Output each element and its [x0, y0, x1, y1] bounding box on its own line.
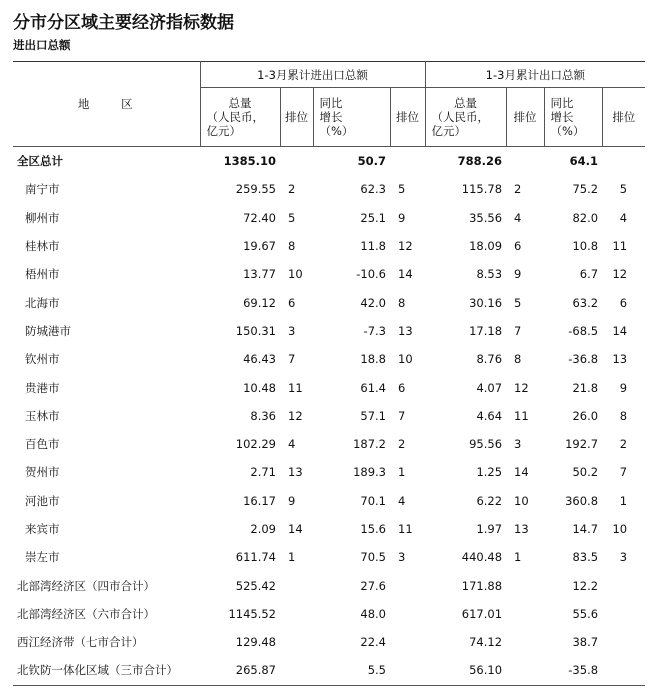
- ex-yoy-rank: 10: [612, 522, 628, 536]
- ex-total-rank: [506, 600, 544, 628]
- ex-total-value: 440.48: [461, 550, 503, 565]
- table-row: [13, 600, 645, 628]
- ex-yoy-rank: [602, 656, 645, 685]
- ex-yoy-value: 10.8: [572, 239, 599, 254]
- ex-total-value: 74.12: [469, 635, 503, 650]
- ex-yoy-rank: [602, 600, 645, 628]
- ex-total-value: 8.53: [476, 267, 503, 282]
- ex-yoy-rank: 14: [612, 323, 628, 338]
- table-row: [13, 458, 645, 486]
- ie-yoy-value: 15.6: [360, 522, 386, 536]
- table-row: [13, 175, 645, 203]
- region-header: 地 区: [13, 62, 200, 147]
- ex-yoy-rank: [602, 147, 645, 176]
- ie-total-value: 1385.10: [200, 147, 280, 176]
- region-name: 百色市: [25, 437, 60, 452]
- ex-yoy-value: 75.2: [572, 182, 599, 197]
- ie-total-rank: [280, 147, 313, 176]
- economic-indicators-table: [13, 61, 645, 686]
- ie-yoy-rank: 4: [398, 493, 406, 508]
- ie-total-value: 46.43: [243, 352, 276, 367]
- ex-total-rank: 10: [514, 493, 529, 508]
- table-row: [13, 288, 645, 316]
- ex-total-rank: 12: [514, 380, 529, 395]
- ex-total-value: 30.16: [469, 295, 503, 310]
- ex-yoy-rank: 12: [612, 267, 628, 282]
- region-name: 来宾市: [25, 522, 60, 536]
- region-name: 贵港市: [25, 380, 60, 395]
- ex-total-value: 35.56: [469, 210, 503, 225]
- ie-total-rank: [280, 600, 313, 628]
- region-name: 北海市: [25, 295, 60, 310]
- ie-total-rank: 12: [288, 408, 303, 423]
- ie-yoy-rank: 7: [398, 408, 406, 423]
- ie-total-value: 259.55: [235, 182, 276, 197]
- table-row: [13, 402, 645, 430]
- ex-yoy-rank: 3: [619, 550, 628, 565]
- ex-total-rank: 13: [514, 522, 529, 536]
- ie-total-rank: [280, 628, 313, 656]
- ie-yoy-value: 5.5: [313, 656, 390, 685]
- ie-yoy-value: 50.7: [313, 147, 390, 176]
- ex-total-rank: 7: [514, 323, 522, 338]
- ex-total-value: 17.18: [469, 323, 503, 338]
- ie-yoy-value: 70.1: [360, 493, 386, 508]
- region-name: 桂林市: [25, 239, 60, 254]
- region-name: 西江经济带（七市合计）: [17, 635, 144, 650]
- ie-total-value: 13.77: [243, 267, 276, 282]
- ie-yoy-value: 62.3: [360, 182, 386, 197]
- table-row: [13, 656, 645, 685]
- ie-yoy-value: 27.6: [360, 578, 386, 593]
- table-row: [13, 571, 645, 599]
- ie-total-rank: 8: [288, 239, 296, 254]
- ie-total-rank: 7: [288, 352, 296, 367]
- ie-yoy-rank: 1: [398, 465, 406, 480]
- ex-yoy-rank: 5: [619, 182, 628, 197]
- ie-yoy-value: 11.8: [360, 239, 386, 254]
- ie-total-rank: 6: [288, 295, 296, 310]
- ex-total-value: 788.26: [425, 147, 506, 176]
- ex-yoy-value: 192.7: [565, 437, 599, 452]
- ex-total-value: 8.76: [476, 352, 503, 367]
- ie-total-rank: 4: [288, 437, 296, 452]
- export-group-header: 1-3月累计出口总额: [425, 62, 645, 88]
- region-name: 河池市: [25, 493, 60, 508]
- table-row: [13, 515, 645, 543]
- ie-total-rank: 13: [288, 465, 303, 480]
- ex-yoy-value: -35.8: [544, 656, 602, 685]
- ex-total-value: 4.64: [476, 408, 503, 423]
- ie-total-rank: 3: [288, 323, 296, 338]
- ie-yoy-rank: [390, 600, 425, 628]
- ie-total-value: 102.29: [235, 437, 276, 452]
- region-name: 全区总计: [13, 147, 200, 176]
- ex-yoy-rank: 1: [619, 493, 628, 508]
- region-name: 北部湾经济区（六市合计）: [17, 606, 155, 621]
- ie-total-value: 150.31: [235, 323, 276, 338]
- ie-total-value: 265.87: [200, 656, 280, 685]
- ex-yoy-rank: 2: [619, 437, 628, 452]
- ex-total-value: 95.56: [469, 437, 503, 452]
- ex-yoy-value: 82.0: [572, 210, 599, 225]
- ie-yoy-value: 18.8: [360, 352, 386, 367]
- ie-total-value: 72.40: [243, 210, 276, 225]
- ex-total-value: 4.07: [476, 380, 503, 395]
- ie-yoy-rank: 14: [398, 267, 413, 282]
- ie-yoy-rank: [390, 571, 425, 599]
- ex-yoy-rank: 13: [612, 352, 628, 367]
- ie-yoy-value: 48.0: [360, 606, 386, 621]
- ie-total-rank: 11: [288, 380, 303, 395]
- region-name: 柳州市: [25, 210, 60, 225]
- ex-yoy-header: 同比 增长 （%）: [544, 88, 602, 147]
- ie-yoy-value: 189.3: [353, 465, 386, 480]
- ie-yoy-rank: 10: [398, 352, 413, 367]
- table-row: [13, 430, 645, 458]
- ie-total-rank: 9: [288, 493, 296, 508]
- ex-total-rank: 14: [514, 465, 529, 480]
- ie-total-rank: 14: [288, 522, 303, 536]
- ex-total-rank: 5: [514, 295, 522, 310]
- ie-total-value: 19.67: [243, 239, 276, 254]
- ex-total-value: 115.78: [461, 182, 503, 197]
- ie-total-value: 525.42: [235, 578, 276, 593]
- table-subtitle: 进出口总额: [13, 38, 71, 52]
- ex-yoy-rank: 6: [619, 295, 628, 310]
- ie-yoy-rank-header: 排位: [390, 88, 425, 147]
- table-row: [13, 487, 645, 515]
- ex-yoy-value: 50.2: [572, 465, 599, 480]
- ex-yoy-rank: [602, 571, 645, 599]
- ie-yoy-rank: 13: [398, 323, 413, 338]
- ie-yoy-value: -7.3: [363, 323, 386, 338]
- ie-total-value: 2.09: [250, 522, 276, 536]
- ie-total-value: 1145.52: [228, 606, 276, 621]
- table-row: [13, 628, 645, 656]
- ex-yoy-rank: 8: [619, 408, 628, 423]
- ex-total-rank: [506, 147, 544, 176]
- ex-yoy-value: -68.5: [568, 323, 599, 338]
- ie-yoy-value: 57.1: [360, 408, 386, 423]
- ie-total-value: 8.36: [250, 408, 276, 423]
- table-body: [13, 147, 645, 686]
- region-name: 南宁市: [25, 182, 60, 197]
- region-name: 梧州市: [25, 267, 60, 282]
- table-row: [13, 204, 645, 232]
- ex-total-value: 56.10: [425, 656, 506, 685]
- ex-yoy-value: 21.8: [572, 380, 599, 395]
- ie-total-value: 69.12: [243, 295, 276, 310]
- ex-yoy-value: 63.2: [572, 295, 599, 310]
- ex-yoy-value: 12.2: [572, 578, 599, 593]
- table-row: [13, 232, 645, 260]
- ie-total-value: 129.48: [235, 635, 276, 650]
- ie-yoy-rank: 8: [398, 295, 406, 310]
- ex-yoy-value: 38.7: [572, 635, 599, 650]
- ie-total-rank: 5: [288, 210, 296, 225]
- ie-yoy-value: 42.0: [360, 295, 386, 310]
- region-name: 玉林市: [25, 408, 60, 423]
- ex-yoy-rank: 4: [619, 210, 628, 225]
- ex-total-value: 18.09: [469, 239, 503, 254]
- region-name: 北钦防一体化区域（三市合计）: [13, 656, 200, 685]
- ex-total-rank: 9: [514, 267, 522, 282]
- ex-yoy-value: 360.8: [565, 493, 599, 508]
- ie-total-rank: [280, 656, 313, 685]
- region-name: 崇左市: [25, 550, 60, 565]
- table-row: [13, 373, 645, 401]
- ie-total-value: 2.71: [250, 465, 276, 480]
- ex-yoy-value: -36.8: [568, 352, 599, 367]
- ex-total-rank: 6: [514, 239, 522, 254]
- ie-total-value: 16.17: [243, 493, 276, 508]
- ie-total-rank: 2: [288, 182, 296, 197]
- ie-yoy-rank: 11: [398, 522, 413, 536]
- ex-yoy-rank: 7: [619, 465, 628, 480]
- ex-total-value: 1.97: [476, 522, 503, 536]
- ex-yoy-value: 6.7: [579, 267, 599, 282]
- ie-yoy-rank: [390, 628, 425, 656]
- ex-total-rank-header: 排位: [506, 88, 544, 147]
- ie-total-rank: [280, 571, 313, 599]
- ex-total-rank: 8: [514, 352, 522, 367]
- ie-yoy-value: -10.6: [356, 267, 386, 282]
- ex-yoy-value: 83.5: [572, 550, 599, 565]
- ex-total-rank: 11: [514, 408, 529, 423]
- ex-yoy-value: 14.7: [572, 522, 599, 536]
- ex-total-rank: 4: [514, 210, 522, 225]
- ex-total-value: 6.22: [476, 493, 503, 508]
- ex-total-header: 总量 （人民币， 亿元）: [425, 88, 506, 147]
- ie-total-value: 611.74: [235, 550, 276, 565]
- ie-yoy-value: 25.1: [360, 210, 386, 225]
- table-row: [13, 260, 645, 288]
- ie-yoy-value: 22.4: [360, 635, 386, 650]
- ex-total-rank: 2: [514, 182, 522, 197]
- ex-yoy-value: 64.1: [544, 147, 602, 176]
- ex-total-rank: [506, 571, 544, 599]
- ex-total-rank: 3: [514, 437, 522, 452]
- table-row: [13, 317, 645, 345]
- ex-yoy-value: 55.6: [572, 606, 599, 621]
- ie-yoy-rank: 6: [398, 380, 406, 395]
- region-name: 防城港市: [25, 323, 71, 338]
- ex-yoy-rank: 11: [612, 239, 628, 254]
- ex-total-rank: [506, 628, 544, 656]
- ie-yoy-rank: [390, 656, 425, 685]
- ex-yoy-rank: [602, 628, 645, 656]
- ie-total-value: 10.48: [243, 380, 276, 395]
- ie-yoy-rank: 3: [398, 550, 406, 565]
- ie-yoy-rank: 9: [398, 210, 406, 225]
- ie-total-header: 总量 （人民币， 亿元）: [200, 88, 280, 147]
- table-row: [13, 345, 645, 373]
- ie-yoy-rank: [390, 147, 425, 176]
- ie-total-rank: 1: [288, 550, 296, 565]
- import-export-group-header: 1-3月累计进出口总额: [200, 62, 425, 88]
- ie-total-rank: 10: [288, 267, 303, 282]
- ex-total-rank: 1: [514, 550, 522, 565]
- ie-yoy-value: 70.5: [360, 550, 386, 565]
- ex-total-value: 1.25: [476, 465, 503, 480]
- ex-total-value: 171.88: [461, 578, 503, 593]
- region-name: 北部湾经济区（四市合计）: [17, 578, 155, 593]
- ie-yoy-rank: 2: [398, 437, 406, 452]
- ie-yoy-header: 同比 增长 （%）: [313, 88, 390, 147]
- ex-yoy-rank: 9: [619, 380, 628, 395]
- table-row: [13, 543, 645, 571]
- ie-yoy-value: 187.2: [353, 437, 386, 452]
- table-row: [13, 147, 645, 176]
- region-name: 钦州市: [25, 352, 60, 367]
- region-name: 贺州市: [25, 465, 60, 480]
- ie-total-rank-header: 排位: [280, 88, 313, 147]
- ex-total-rank: [506, 656, 544, 685]
- ex-yoy-value: 26.0: [572, 408, 599, 423]
- page-title: 分市分区域主要经济指标数据: [13, 13, 234, 33]
- ie-yoy-rank: 12: [398, 239, 413, 254]
- ie-yoy-rank: 5: [398, 182, 406, 197]
- ex-yoy-rank-header: 排位: [602, 88, 645, 147]
- ie-yoy-value: 61.4: [360, 380, 386, 395]
- ex-total-value: 617.01: [461, 606, 503, 621]
